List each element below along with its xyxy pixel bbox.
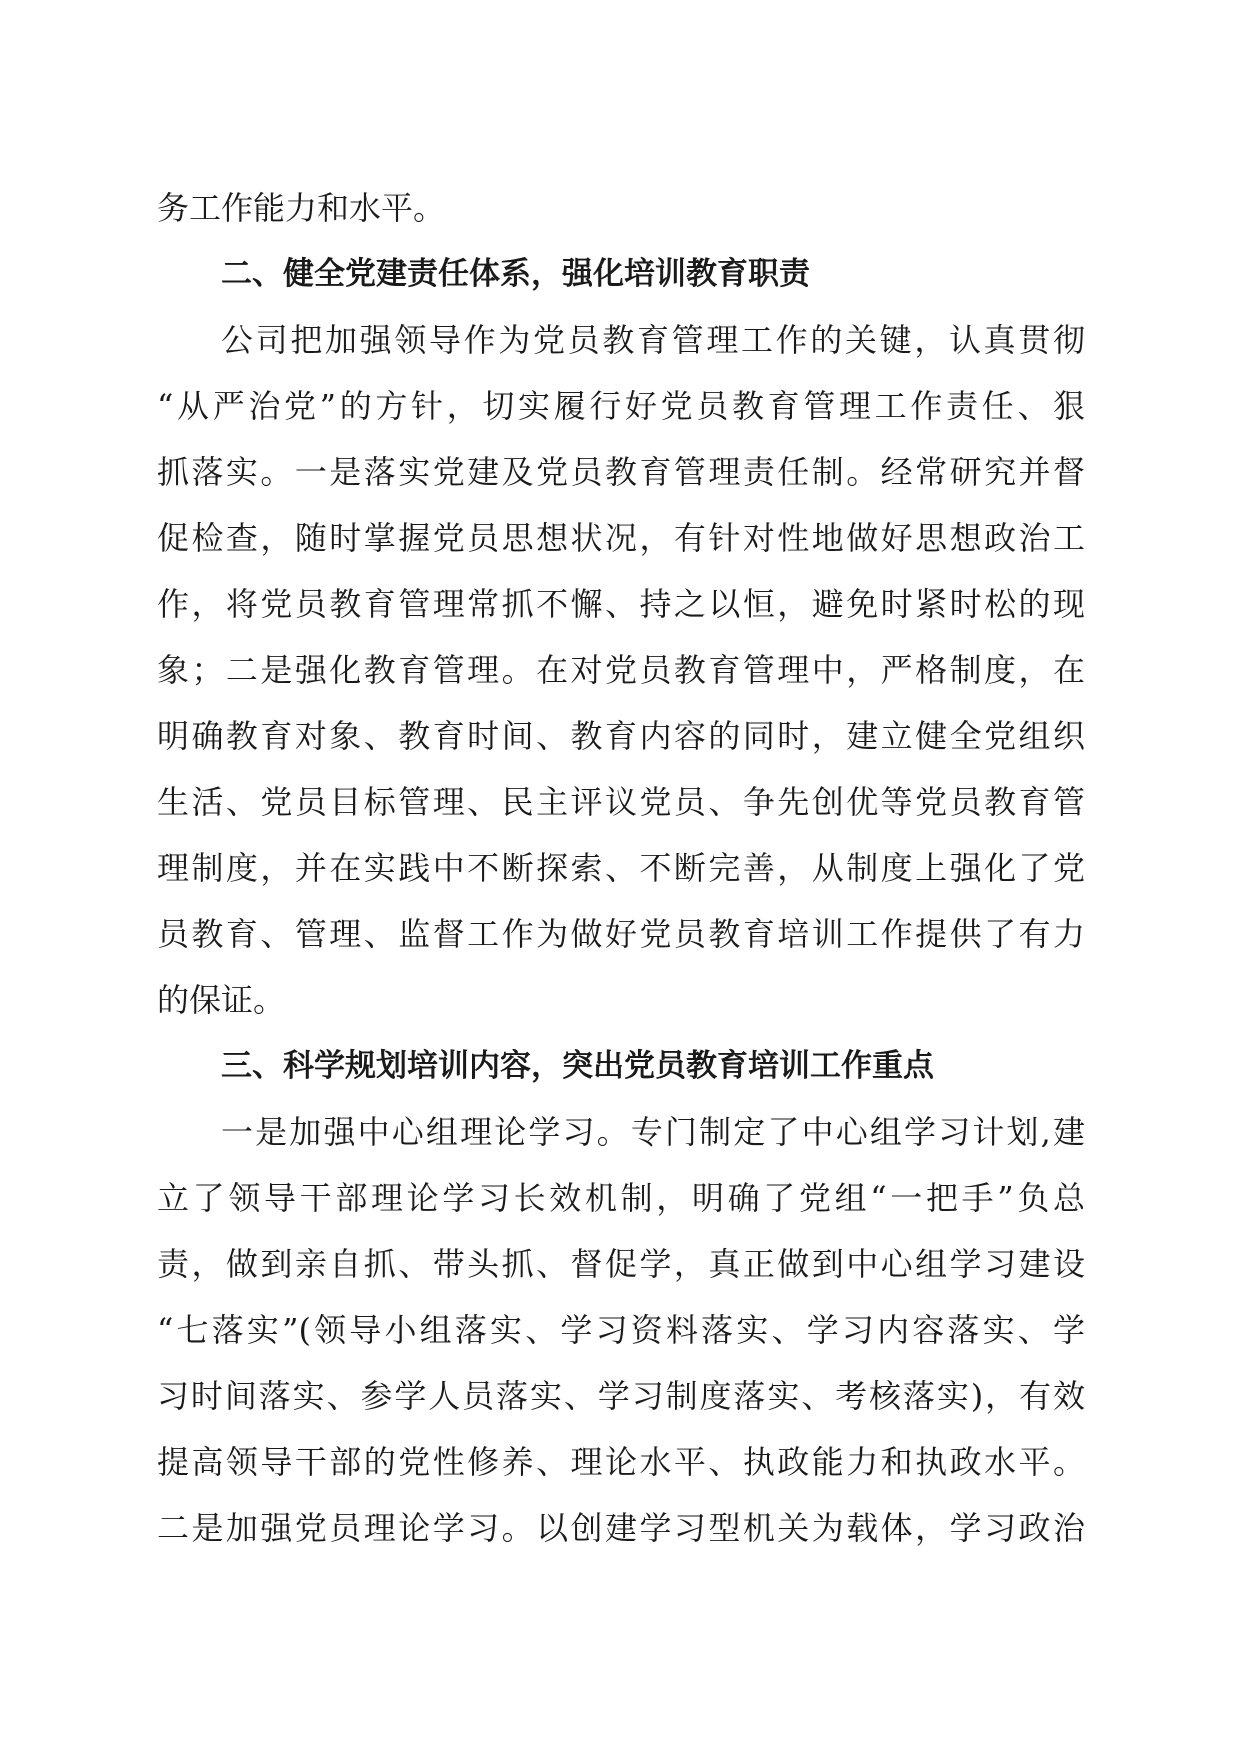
paragraph-line: 一是加强中心组理论学习。专门制定了中心组学习计划,建 <box>221 1113 1085 1151</box>
paragraph-line: 员教育、管理、监督工作为做好党员教育培训工作提供了有力 <box>157 915 1085 953</box>
paragraph-line: 作，将党员教育管理常抓不懈、持之以恒，避免时紧时松的现 <box>157 585 1085 623</box>
paragraph-line: 理制度，并在实践中不断探索、不断完善，从制度上强化了党 <box>157 849 1085 887</box>
section-heading-2: 二、健全党建责任体系，强化培训教育职责 <box>221 256 810 292</box>
document-body <box>157 188 1085 1574</box>
paragraph-line: 立了领导干部理论学习长效机制，明确了党组“一把手”负总 <box>157 1179 1085 1217</box>
paragraph-line: 明确教育对象、教育时间、教育内容的同时，建立健全党组织 <box>157 717 1085 755</box>
paragraph-line: 抓落实。一是落实党建及党员教育管理责任制。经常研究并督 <box>157 453 1085 491</box>
paragraph-line: 促检查，随时掌握党员思想状况，有针对性地做好思想政治工 <box>157 519 1085 557</box>
paragraph-line: 象；二是强化教育管理。在对党员教育管理中，严格制度，在 <box>157 651 1085 689</box>
paragraph-line: “从严治党”的方针，切实履行好党员教育管理工作责任、狠 <box>157 387 1085 425</box>
paragraph-line: 责，做到亲自抓、带头抓、督促学，真正做到中心组学习建设 <box>157 1245 1085 1283</box>
paragraph-line: 务工作能力和水平。 <box>157 189 446 227</box>
paragraph-line: 习时间落实、参学人员落实、学习制度落实、考核落实)，有效 <box>157 1377 1085 1415</box>
paragraph-line: 公司把加强领导作为党员教育管理工作的关键，认真贯彻 <box>221 321 1085 359</box>
paragraph-line: 二是加强党员理论学习。以创建学习型机关为载体，学习政治 <box>157 1509 1085 1547</box>
section-heading-3: 三、科学规划培训内容，突出党员教育培训工作重点 <box>221 1048 934 1084</box>
paragraph-line: 的保证。 <box>157 981 286 1019</box>
paragraph-line: “七落实”(领导小组落实、学习资料落实、学习内容落实、学 <box>157 1311 1085 1349</box>
paragraph-line: 提高领导干部的党性修养、理论水平、执政能力和执政水平。 <box>157 1443 1085 1481</box>
paragraph-line: 生活、党员目标管理、民主评议党员、争先创优等党员教育管 <box>157 783 1085 821</box>
